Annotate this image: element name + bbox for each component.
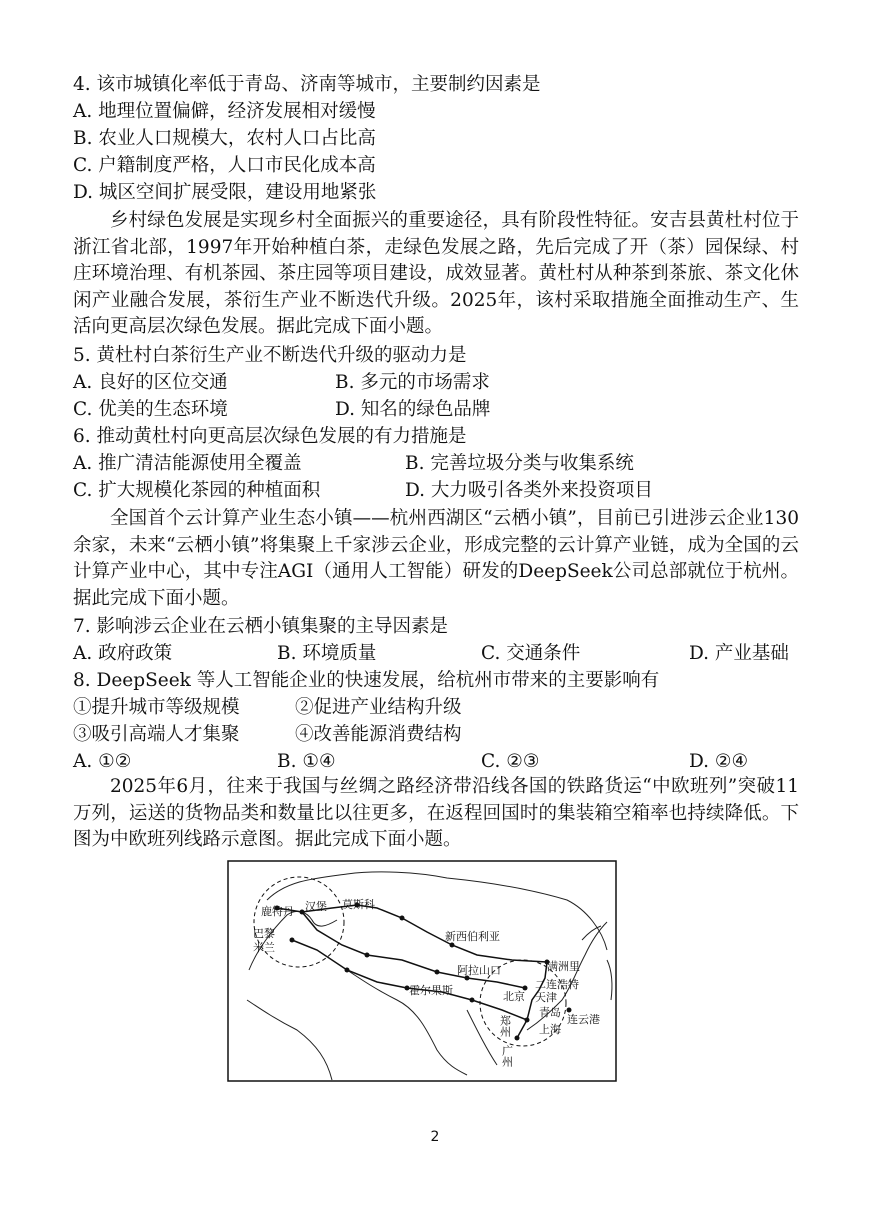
q8-item-3: ③吸引高端人才集聚 [73,724,240,745]
q6-option-b: B. 完善垃圾分类与收集系统 [405,453,634,474]
q5-option-c: C. 优美的生态环境 [73,399,228,420]
station-dot [525,1018,530,1023]
passage-yunqi [73,506,799,612]
q8-stem: 8. DeepSeek 等人工智能企业的快速发展，给杭州市带来的主要影响有 [73,670,660,691]
q8-option-c: C. ②③ [481,751,540,772]
q8-option-d: D. ②④ [689,751,749,772]
q7-option-a: A. 政府政策 [73,643,173,664]
label-hamburg: 汉堡 [305,900,327,913]
passage-huangdu-text: 乡村绿色发展是实现乡村全面振兴的重要途径，具有阶段性特征。安吉县黄杜村位于浙江省北部，1997年开始种植白茶，走绿色发展之路，先后完成了开（茶）园保绿、村庄环境治理、有机茶园、茶庄园等项目建设，成效显著。黄杜村从种茶到茶旅、茶文化休闲产业融合发展，茶衍生产业不断迭代升级。2025年，该村采取措施全面推动生产、生活向更高层次绿色发展。据此完成下面小题。 [73,210,799,337]
q5-option-b: B. 多元的市场需求 [335,372,490,393]
label-qingdao: 青岛 [539,1006,561,1019]
station-dot [300,910,305,915]
q8-item-4: ④改善能源消费结构 [295,724,462,745]
label-novosibirsk: 新西伯利亚 [445,930,500,943]
q7-option-b: B. 环境质量 [277,643,377,664]
q5-option-a: A. 良好的区位交通 [73,372,228,393]
station-dot [365,953,370,958]
label-zhengzhou: 郑州 [498,1015,512,1037]
q4-option-b: B. 农业人口规模大，农村人口占比高 [73,128,376,149]
station-dot [567,1008,572,1013]
q6-option-c: C. 扩大规模化茶园的种植面积 [73,480,321,501]
label-moscow: 莫斯科 [342,898,375,911]
station-dot [400,916,405,921]
q6-stem: 6. 推动黄杜村向更高层次绿色发展的有力措施是 [73,426,467,447]
label-tianjin: 天津 [535,991,557,1004]
label-erenhot: 二连浩特 [535,978,579,991]
q8-option-b: B. ①④ [277,751,336,772]
q7-option-c: C. 交通条件 [481,643,581,664]
q6-option-a: A. 推广清洁能源使用全覆盖 [73,453,302,474]
passage-china-europe-railway [73,774,799,854]
passage-huangdu [73,208,799,341]
station-dot [450,943,455,948]
china-europe-railway-map [227,860,617,1082]
passage-yunqi-text: 全国首个云计算产业生态小镇——杭州西湖区“云栖小镇”，目前已引进涉云企业130余家，未来“云栖小镇”将集聚上千家涉云企业，形成完整的云计算产业链，成为全国的云计算产业中心，其中专注AGI（通用人工智能）研发的DeepSeek公司总部就位于杭州。据此完成下面小题。 [73,508,799,609]
station-dot [290,938,295,943]
q5-option-d: D. 知名的绿色品牌 [335,399,491,420]
q8-option-a: A. ①② [73,751,132,772]
label-shanghai: 上海 [539,1023,561,1036]
q4-option-d: D. 城区空间扩展受限，建设用地紧张 [73,182,377,203]
q6-option-d: D. 大力吸引各类外来投资项目 [405,480,653,501]
q4-stem: 4. 该市城镇化率低于青岛、济南等城市，主要制约因素是 [73,74,541,95]
label-alashankou: 阿拉山口 [457,964,501,977]
station-dot [435,970,440,975]
label-beijing: 北京 [503,990,525,1003]
label-paris: 巴黎 [253,927,275,940]
station-dot [515,1036,520,1041]
q4-option-a: A. 地理位置偏僻，经济发展相对缓慢 [73,101,376,122]
map-svg [227,860,617,1082]
label-lianyungang: 连云港 [567,1013,600,1026]
q7-option-d: D. 产业基础 [689,643,789,664]
q8-item-2: ②促进产业结构升级 [295,697,462,718]
label-milan: 米兰 [253,941,275,954]
q8-item-1: ①提升城市等级规模 [73,697,240,718]
label-manzhouli: 满洲里 [547,960,580,973]
q5-stem: 5. 黄杜村白茶衍生产业不断迭代升级的驱动力是 [73,345,467,366]
label-horgos: 霍尔果斯 [409,984,453,997]
station-dot [345,968,350,973]
station-dot [470,998,475,1003]
q4-option-c: C. 户籍制度严格，人口市民化成本高 [73,155,376,176]
page-number: 2 [430,1129,440,1145]
passage-railway-text: 2025年6月，往来于我国与丝绸之路经济带沿线各国的铁路货运“中欧班列”突破11万列，运送的货物品类和数量比以往更多，在返程回国时的集装箱空箱率也持续降低。下图为中欧班列线路示意图。据此完成下面小题。 [73,776,799,850]
label-guangzhou: 广州 [500,1045,514,1067]
label-rotterdam: 鹿特丹 [261,905,294,918]
q7-stem: 7. 影响涉云企业在云栖小镇集聚的主导因素是 [73,616,449,637]
